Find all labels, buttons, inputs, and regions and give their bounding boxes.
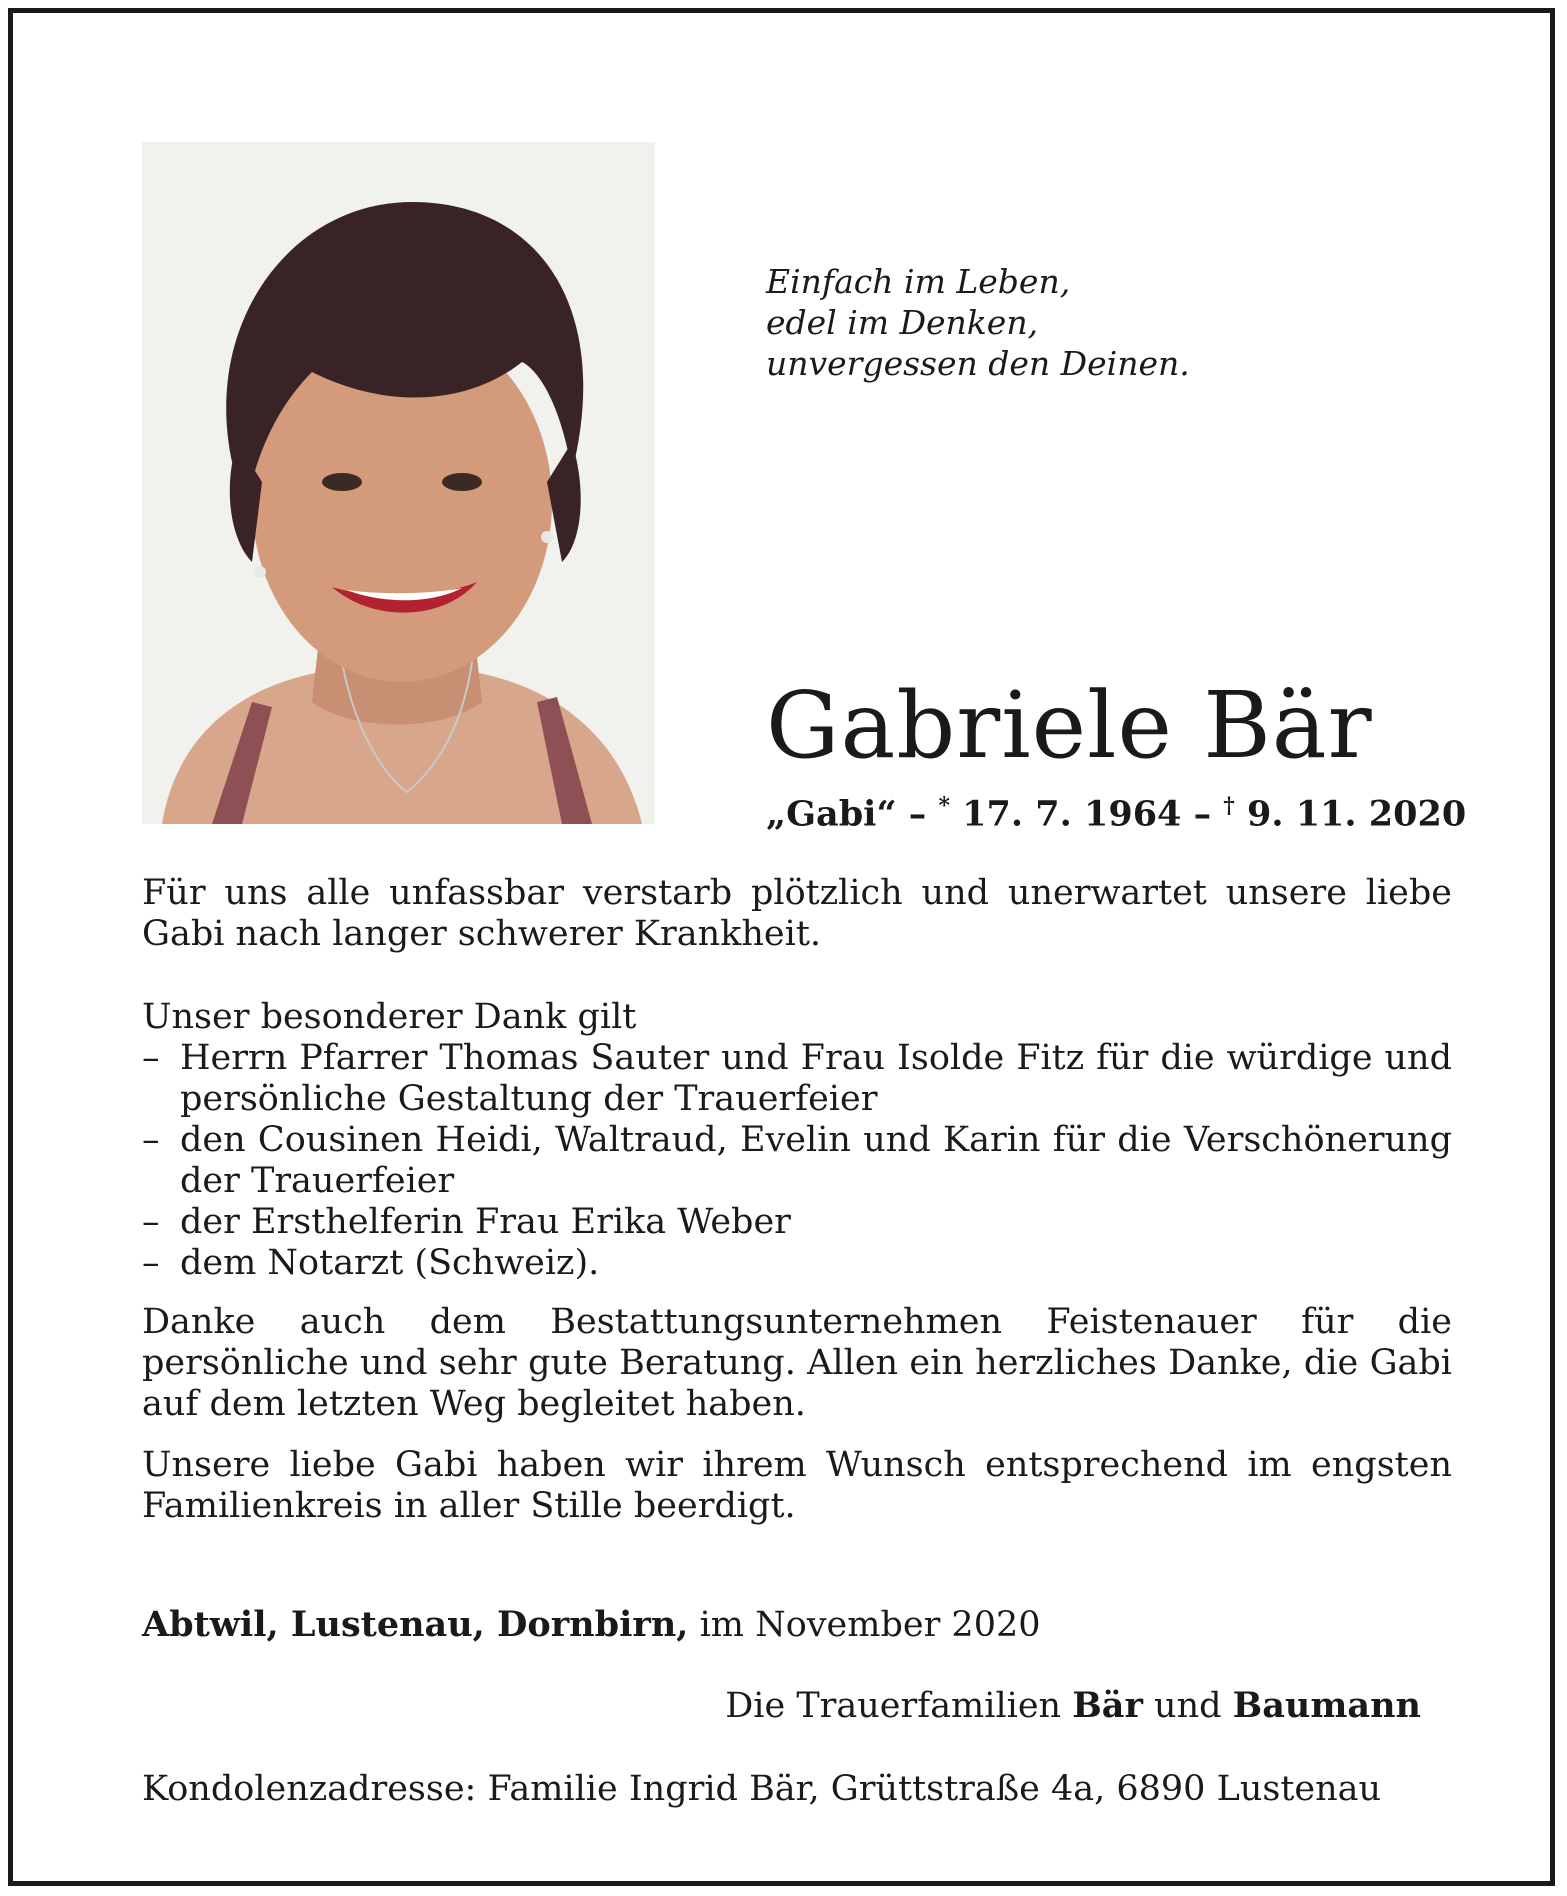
- life-dates: [766, 793, 1466, 835]
- family-name: Bär: [1072, 1685, 1143, 1726]
- families-prefix: Die Trauerfamilien: [725, 1686, 1073, 1726]
- motto-line: edel im Denken,: [766, 303, 1039, 342]
- died-symbol: †: [1223, 793, 1235, 819]
- thanks-heading: Unser besonderer Dank gilt: [142, 997, 637, 1037]
- family-name: Baumann: [1232, 1685, 1421, 1726]
- condolence-address: Kondolenzadresse: Familie Ingrid Bär, Grüttstraße 4a, 6890 Lustenau: [142, 1769, 1382, 1809]
- obituary-frame: [8, 8, 1555, 1886]
- families-connector: und: [1142, 1686, 1233, 1726]
- mourning-families: [725, 1685, 1421, 1726]
- thanks-list-item: – der Ersthelferin Frau Erika Weber: [142, 1202, 1452, 1243]
- portrait-photo: [142, 142, 655, 824]
- born-symbol: *: [938, 793, 950, 819]
- place-date-line: [142, 1604, 1041, 1645]
- thanks-list-item: – dem Notarzt (Schweiz).: [142, 1243, 1452, 1284]
- obituary-body: [142, 873, 1452, 1527]
- portrait-photo-illustration: [142, 142, 655, 824]
- place-date: im November 2020: [688, 1605, 1041, 1645]
- thanks-list-item: – den Cousinen Heidi, Waltraud, Evelin und Karin für die Verschönerung der Trauerfeier: [142, 1120, 1452, 1202]
- motto-quote: [766, 261, 1190, 384]
- thanks-paragraph: Danke auch dem Bestattungsunternehmen Feistenauer für die persönliche und sehr gute Beratung. Allen ein herzliches Danke, die Gabi auf dem letzten Weg begleitet haben.: [142, 1302, 1452, 1424]
- motto-line: Einfach im Leben,: [766, 262, 1071, 301]
- death-date: 9. 11. 2020: [1234, 793, 1467, 835]
- date-separator: –: [896, 793, 939, 835]
- birth-date: 17. 7. 1964: [950, 793, 1182, 835]
- place-towns: Abtwil, Lustenau, Dornbirn,: [142, 1604, 689, 1645]
- motto-line: unvergessen den Deinen.: [766, 344, 1190, 383]
- thanks-list-item: – Herrn Pfarrer Thomas Sauter und Frau Isolde Fitz für die würdige und persönliche Gestaltung der Trauerfeier: [142, 1038, 1452, 1120]
- date-separator: –: [1181, 793, 1224, 835]
- intro-paragraph: Für uns alle unfassbar verstarb plötzlich und unerwartet unsere liebe Gabi nach langer schwerer Krankheit.: [142, 873, 1452, 954]
- nickname: „Gabi“: [766, 793, 897, 835]
- deceased-name: Gabriele Bär: [766, 672, 1373, 779]
- burial-paragraph: Unsere liebe Gabi haben wir ihrem Wunsch entsprechend im engsten Familienkreis in aller Stille beerdigt.: [142, 1445, 1452, 1526]
- thanks-list: [142, 1038, 1452, 1284]
